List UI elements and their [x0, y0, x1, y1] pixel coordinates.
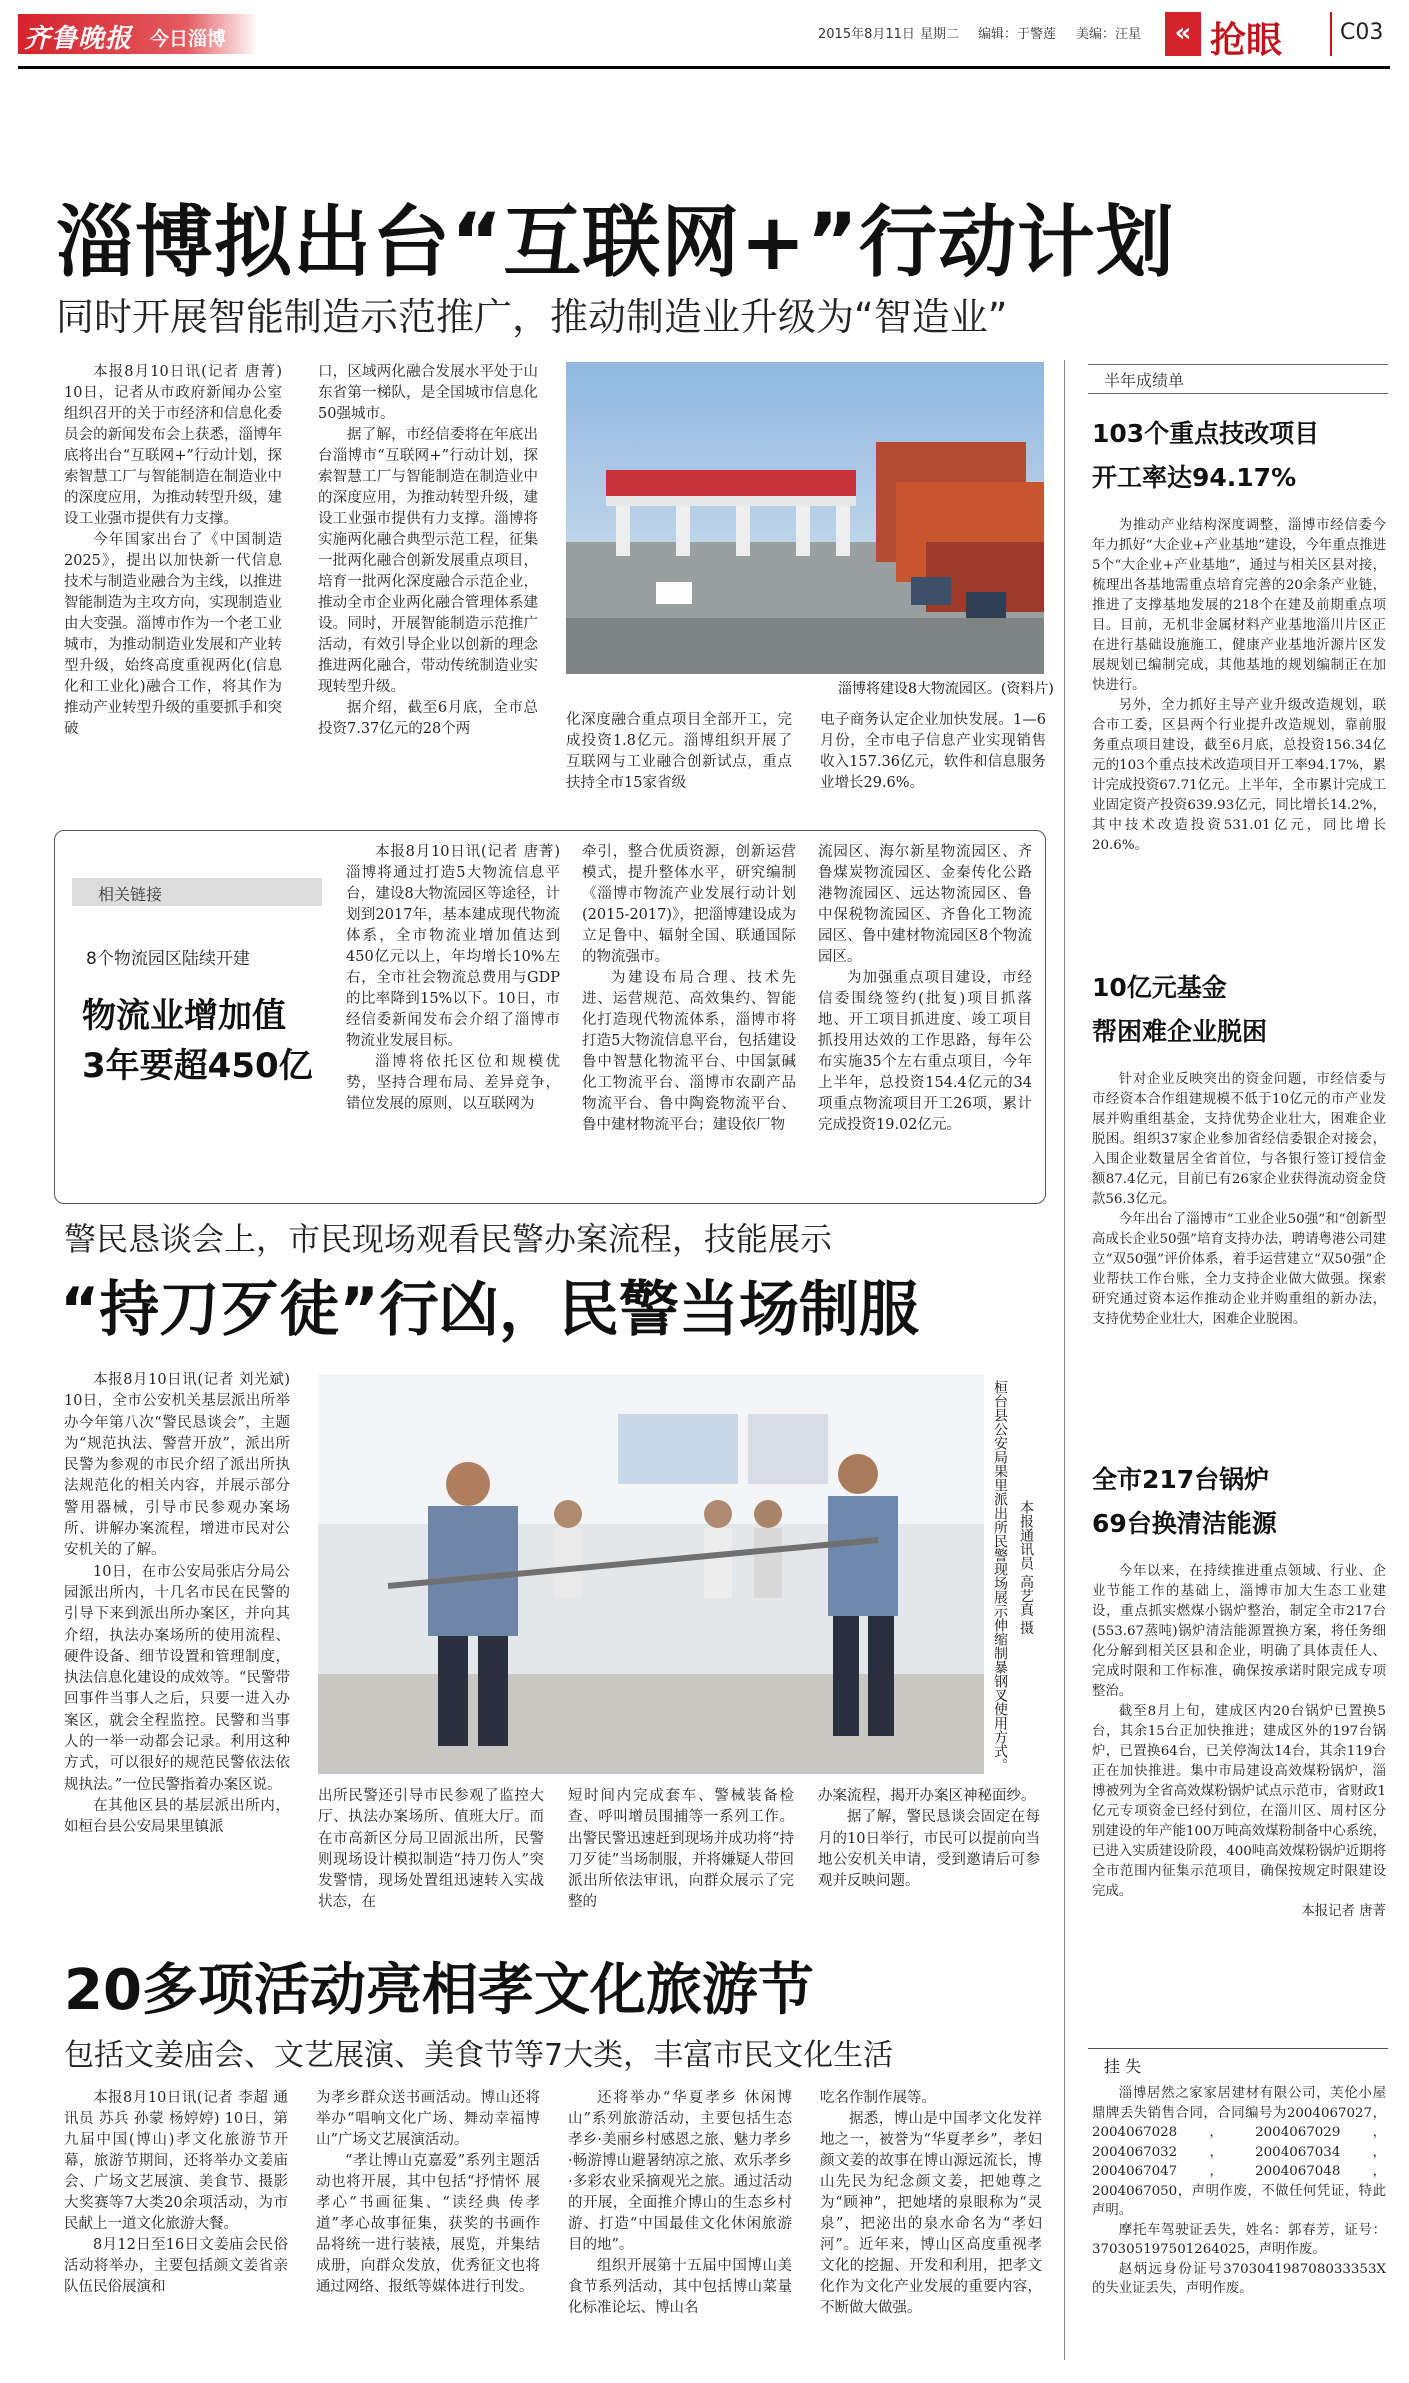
logistics-photo	[566, 362, 1044, 674]
lead-headline: 淄博拟出台“互联网+”行动计划	[56, 198, 1175, 288]
logistics-para: 淄博将依托区位和规模优势，坚持合理布局、差异竞争，错位发展的原则，以互联网为	[346, 1054, 560, 1112]
section-marker: «	[1165, 12, 1201, 56]
sidebar-label: 半年成绩单	[1104, 371, 1185, 390]
festival-headline: 20多项活动亮相孝文化旅游节	[64, 1958, 814, 2023]
sidebar-para: 截至8月上旬，建成区内20台锅炉已置换5台，其余15台正加快推进；建成区外的197台锅炉，已置换64台，已关停淘汰14台，其余119台正在加快推进。集中市局建设高效煤粉锅炉，淄博被列为全省高效煤粉锅炉试点示范市，省财政1亿元专项资金已经付到位，在淄川区、周村区分别建设的年产能100万吨高效煤粉制备中心系统，已进入实质建设阶段，400吨高效煤粉锅炉近期将全市范围内征集示范项目，确保按规定时限建设完成。	[1092, 1704, 1386, 1899]
logistics-headline-line2: 3年要超450亿	[82, 1046, 313, 1086]
lead-subhead: 同时开展智能制造示范推广，推动制造业升级为“智造业”	[56, 295, 1008, 339]
police-para: 10日，在市公安局张店分局公园派出所内，十几名市民在民警的引导下来到派出所办案区，并向其介绍，执法办案场所的使用流程、硬件设备、细节设置和管理制度，执法信息化建设的成效等。“民警带回事件当事人之后，只要一进入办案区，就会全程监控。民警和当事人的一举一动都会记录。利用这种方式，可以很好的规范民警依法依规执法。”一位民警指着办案区说。	[64, 1563, 290, 1793]
sidebar-para: 今年出台了淄博市“工业企业50强”和“创新型高成长企业50强”培育支持办法，聘请粤港公司建立“双50强”评价体系，着手运营建立“双50强”企业帮扶工作台账，全力支持企业做大做强。探索研究通过资本运作推动企业并购重组的新办法，支持优势企业壮大，困难企业脱困。	[1092, 1212, 1386, 1327]
sidebar-b-title-1: 10亿元基金	[1092, 973, 1227, 1002]
festival-para: 本报8月10日讯(记者 李超 通讯员 苏兵 孙蒙 杨婷婷) 10日，第九届中国(博山)孝文化旅游节开幕，旅游节期间，还将举办文姜庙会、广场文艺展演、美食节、摄影大奖赛等7大类20余项活动，为市民献上一道文化旅游大餐。	[64, 2090, 288, 2232]
police-column-3	[568, 1786, 794, 1914]
logistics-para: 本报8月10日讯(记者 唐菁) 淄博将通过打造5大物流信息平台，建设8大物流园区等途径，计划到2017年，基本建成现代物流体系，全市物流业增加值达到450亿元以上，年均增长10%左右，全市社会物流总费用与GDP的比率降到15%以下。10日，市经信委新闻发布会介绍了淄博市物流业发展目标。	[346, 844, 560, 1049]
police-photo	[318, 1374, 984, 1774]
festival-para: 据悉，博山是中国孝文化发祥地之一，被誉为“华夏孝乡”，孝妇颜文姜的故事在博山源远流长，博山先民为纪念颜文姜，把她尊之为“顾神”，把她堵的泉眼称为“灵泉”，把泌出的泉水命名为“孝妇河”。近年来，博山区高度重视孝文化的挖掘、开发和利用，把孝文化作为文化产业发展的重要内容，不断做大做强。	[820, 2111, 1042, 2316]
police-para: 出所民警还引导市民参观了监控大厅、执法办案场所、值班大厅。而在市高新区分局卫固派出所，民警则现场设计模拟制造“持刀伤人”突发警情，现场处置组迅速转入实战状态，在	[318, 1788, 544, 1911]
logistics-para: 为建设布局合理、技术先进、运营规范、高效集约、智能化打造现代物流体系，淄博市将打造5大物流信息平台，包括建设鲁中智慧化物流平台、中国氯碱化工物流平台、淄博市农副产品物流平台、鲁中陶瓷物流平台、鲁中建材物流平台；建设依厂物	[582, 970, 796, 1133]
festival-para: 8月12日至16日文姜庙会民俗活动将举办，主要包括颜文姜省亲队伍民俗展演和	[64, 2237, 288, 2295]
festival-para: 组织开展第十五届中国博山美食节系列活动，其中包括博山菜量化标准论坛、博山名	[568, 2258, 792, 2316]
lead-column-1	[64, 362, 282, 740]
sidebar-a-title-2: 开工率达94.17%	[1092, 463, 1297, 492]
police-para: 办案流程，揭开办案区神秘面纱。	[818, 1788, 1036, 1804]
festival-column-2	[316, 2088, 540, 2298]
logistics-headline-line1: 物流业增加值	[82, 996, 286, 1036]
police-headline: “持刀歹徒”行凶，民警当场制服	[60, 1275, 919, 1345]
sidebar-para: 另外，全力抓好主导产业升级改造规划，联合市工委，区县两个行业提升改造规划，靠前服务重点项目建设，截至6月底，总投资156.34亿元的103个重点技术改造项目开工率94.17%，累计完成投资67.71亿元。上半年，全市累计完成工业固定资产投资639.93亿元，同比增长14.2%，其中技术改造投资531.01亿元，同比增长20.6%。	[1092, 698, 1386, 853]
masthead-rule	[18, 66, 1390, 69]
police-para: 在其他区县的基层派出所内，如桓台县公安局果里镇派	[64, 1797, 290, 1836]
logistics-para: 为加强重点项目建设，市经信委围绕签约(批复)项目抓落地、开工项目抓进度、竣工项目抓投用达效的工作思路，每年公布实施35个左右重点项目，今年上半年，总投资154.4亿元的34项重点物流项目开工26项，累计完成投资19.02亿元。	[818, 970, 1032, 1133]
festival-para: 吃名作制作展等。	[820, 2090, 936, 2106]
logistics-column-1	[346, 842, 560, 1115]
notice-body	[1092, 2084, 1386, 2299]
logistics-column-3	[818, 842, 1032, 1136]
police-column-2	[318, 1786, 544, 1914]
section-divider	[1330, 12, 1332, 56]
lead-column-3	[566, 710, 792, 794]
lead-para: 化深度融合重点项目全部开工，完成投资1.8亿元。淄博组织开展了互联网与工业融合创新试点，重点扶持全市15家省级	[566, 712, 792, 791]
lead-para: 电子商务认定企业加快发展。1—6月份，全市电子信息产业实现销售收入157.36亿元，软件和信息服务业增长29.6%。	[820, 712, 1046, 791]
festival-para: 还将举办“华夏孝乡 休闲博山”系列旅游活动，主要包括生态孝乡·美丽乡村感恩之旅、魅力孝乡·畅游博山避暑纳凉之旅、欢乐孝乡·多彩农业采摘观光之旅。通过活动的开展，全面推介博山的生态乡村游、打造“中国最佳文化休闲旅游目的地”。	[568, 2090, 792, 2253]
lead-column-2	[318, 362, 538, 740]
sidebar-b-title-2: 帮困难企业脱困	[1092, 1017, 1268, 1046]
police-para: 本报8月10日讯(记者 刘光斌) 10日，全市公安机关基层派出所举办今年第八次“警民恳谈会”，主题为“规范执法、警营开放”，派出所民警为参观的市民介绍了派出所执法规范化的相关内容，并展示部分警用器械，引导市民参观办案场所、讲解办案流程，增进市民对公安机关的了解。	[64, 1372, 290, 1559]
police-column-4	[818, 1786, 1040, 1892]
lead-para: 据了解，市经信委将在年底出台淄博市“互联网+”行动计划，探索智慧工厂与智能制造在制造业中的深度应用，为推动转型升级，建设工业强市提供有力支撑。淄博将实施两化融合典型示范工程，征集一批两化融合创新发展重点项目，培育一批两化深度融合示范企业，推动全市企业两化融合管理体系建设。同时，开展智能制造示范推广活动，有效引导企业以创新的理念推进两化融合，带动传统制造业实现转型升级。	[318, 427, 538, 695]
edition-name: 今日淄博	[150, 28, 227, 50]
sidebar-byline: 本报记者 唐菁	[1301, 1904, 1386, 1919]
festival-para: “孝让博山克嘉爱”系列主题活动也将开展，其中包括“抒情怀 展孝心”书画征集、“读经典 传孝道”孝心故事征集，获奖的书画作品将统一进行装裱，展览，并集结成册，向群众发放，优秀征文也将通过网络、报纸等媒体进行刊发。	[316, 2153, 540, 2295]
police-photo-caption-2: 本报通讯员 高艺真 摄	[1018, 1500, 1034, 1635]
notice-item: 赵炳远身份证号370304198708033353X的失业证丢失，声明作废。	[1092, 2261, 1386, 2296]
sidebar-a-title-1: 103个重点技改项目	[1092, 419, 1320, 448]
logistics-para: 流园区、海尔新星物流园区、齐鲁煤炭物流园区、金秦传化公路港物流园区、远达物流园区、鲁中保税物流园区、齐鲁化工物流园区、鲁中建材物流园区8个物流园区。	[818, 844, 1032, 965]
police-photo-art	[318, 1374, 984, 1774]
police-column-1	[64, 1370, 290, 1839]
sidebar-c-title-1: 全市217台锅炉	[1092, 1465, 1270, 1494]
masthead-date: 2015年8月11日	[818, 27, 915, 42]
police-para: 短时间内完成套车、警械装备检查、呼叫增员围捕等一系列工作。出警民警迅速赶到现场并成功将“持刀歹徒”当场制服，并将嫌疑人带回派出所依法审讯，向群众展示了完整的	[568, 1788, 794, 1911]
sidebar-c-body	[1092, 1562, 1386, 1922]
logistics-kicker: 8个物流园区陆续开建	[86, 949, 250, 969]
sidebar-b-body	[1092, 1070, 1386, 1330]
sidebar-para: 针对企业反映突出的资金问题，市经信委与市经资本合作组建规模不低于10亿元的市产业发展并购重组基金，支持优势企业壮大，困难企业脱困。组织37家企业参加省经信委银企对接会，入围企业数量居全省首位，与各银行签订授信金额87.4亿元，目前已有26家企业获得流动资金贷款56.3亿元。	[1092, 1072, 1386, 1207]
logistics-photo-caption: 淄博将建设8大物流园区。(资料片)	[838, 681, 1054, 697]
festival-subhead: 包括文姜庙会、文艺展演、美食节等7大类，丰富市民文化生活	[64, 2038, 894, 2073]
festival-column-4	[820, 2088, 1042, 2319]
sidebar-para: 为推动产业结构深度调整，淄博市经信委今年力抓好“大企业+产业基地”建设，今年重点推进5个“大企业+产业基地”，通过与相关区县对接，梳理出各基地需重点培育完善的20余条产业链，推进了支撑基地发展的218个在建及前期重点项目。目前，无机非金属材料产业基地淄川片区正在进行基础设施施工，健康产业基地沂源片区发展规划已编制完成，其他基地的规划编制正在加快进行。	[1092, 518, 1386, 693]
police-para: 据了解，警民恳谈会固定在每月的10日举行，市民可以提前向当地公安机关申请，受到邀请后可参观并反映问题。	[818, 1809, 1040, 1890]
lead-para: 据介绍，截至6月底，全市总投资7.37亿元的28个两	[318, 700, 538, 737]
festival-column-3	[568, 2088, 792, 2319]
lead-para: 本报8月10日讯(记者 唐菁) 10日，记者从市政府新闻办公室组织召开的关于市经济和信息化委员会的新闻发布会上获悉，淄博年底将出台“互联网+”行动计划，探索智慧工厂与智能制造在制造业中的深度应用，为推动转型升级，建设工业强市提供有力支撑。	[64, 364, 282, 527]
masthead-editor: 编辑：于警莲	[978, 27, 1057, 42]
lead-column-4	[820, 710, 1046, 794]
page-number: C03	[1340, 20, 1384, 45]
related-link-label: 相关链接	[98, 885, 163, 904]
notice-item: 淄博居然之家家居建材有限公司，芙伦小屋鼎牌丢失销售合同，合同编号为2004067027，2004067028，2004067029，2004067032，2004067034，2004067047，2004067048，2004067050，声明作废，不做任何凭证，特此声明。	[1092, 2086, 1386, 2218]
sidebar-a-body	[1092, 516, 1386, 856]
sidebar-divider	[1064, 360, 1065, 2360]
paper-name-logo: 齐鲁晚报	[24, 24, 133, 54]
notice-label: 挂 失	[1104, 2057, 1142, 2076]
festival-para: 为孝乡群众送书画活动。博山还将举办“唱响文化广场、舞动幸福博山”广场文艺展演活动。	[316, 2090, 540, 2148]
notice-rule	[1088, 2048, 1388, 2049]
festival-column-1	[64, 2088, 288, 2298]
section-title: 抢眼	[1210, 20, 1283, 61]
police-photo-caption-1: 桓台县公安局果里派出所民警现场展示伸缩制暴钢叉使用方式。	[992, 1380, 1008, 1772]
lead-para: 今年国家出台了《中国制造2025》，提出以加快新一代信息技术与制造业融合为主线，以推进智能制造为主攻方向，实现制造业由大变强。淄博市作为一个老工业城市，为推动制造业发展和产业转型升级，始终高度重视两化(信息化和工业化)融合工作，将其作为推动产业转型升级的重要抓手和突破	[64, 532, 282, 737]
police-subhead: 警民恳谈会上，市民现场观看民警办案流程，技能展示	[64, 1220, 833, 1258]
sidebar-para: 今年以来，在持续推进重点领域、行业、企业节能工作的基础上，淄博市加大生态工业建设，重点抓实燃煤小锅炉整治，制定全市217台(553.67蒸吨)锅炉清洁能源置换方案，将任务细化分解到相关区县和企业，明确了具体责任人、完成时限和工作标准，确保按承诺时限完成专项整治。	[1092, 1564, 1386, 1699]
logistics-photo-art	[566, 362, 1044, 674]
notice-item: 摩托车驾驶证丢失，姓名：郭春芳，证号：370305197501264025，声明作废。	[1092, 2222, 1386, 2257]
masthead	[0, 0, 1409, 70]
logistics-column-2	[582, 842, 796, 1136]
masthead-designer: 美编：汪星	[1076, 27, 1142, 42]
lead-para: 口，区域两化融合发展水平处于山东省第一梯队，是全国城市信息化50强城市。	[318, 364, 538, 422]
logistics-para: 牵引，整合优质资源，创新运营模式，提升整体水平，研究编制《淄博市物流产业发展行动计划(2015-2017)》，把淄博建设成为立足鲁中、辐射全国、联通国际的物流强市。	[582, 844, 796, 965]
sidebar-c-title-2: 69台换清洁能源	[1092, 1509, 1277, 1538]
masthead-weekday: 星期二	[920, 27, 960, 42]
